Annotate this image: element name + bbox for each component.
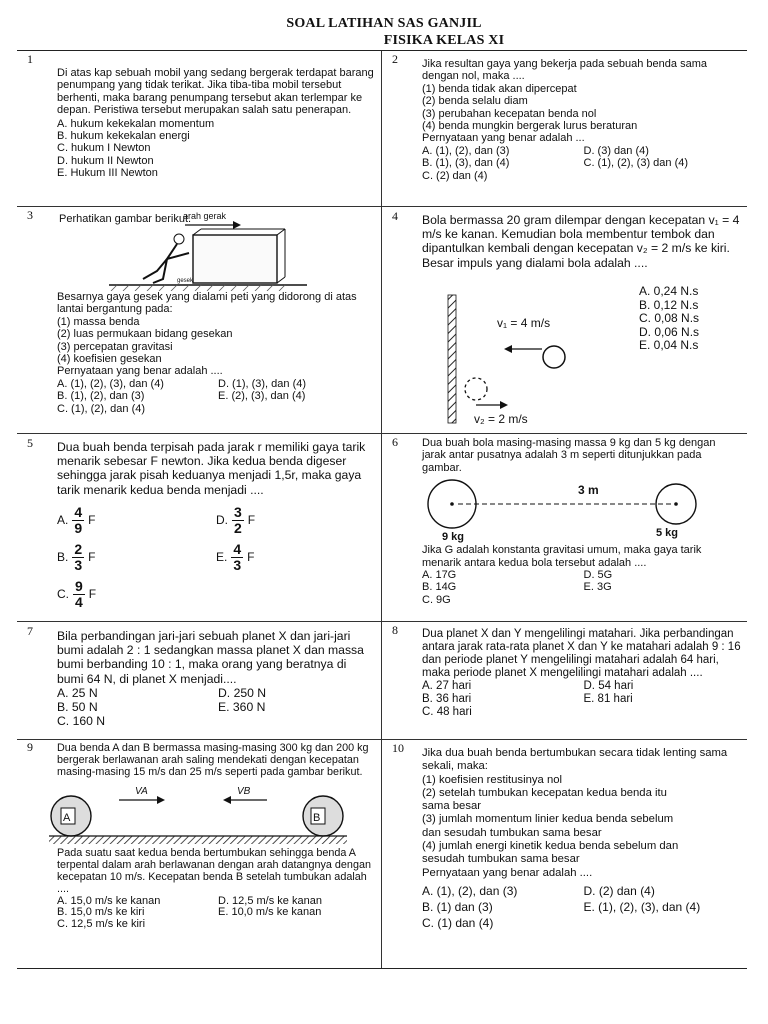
answer-prompt: Pernyataan yang benar adalah .... bbox=[422, 866, 593, 879]
option[interactable]: B. hukum kekekalan energi bbox=[57, 130, 190, 143]
option[interactable]: D. $\frac{3}{2}$ F bbox=[216, 503, 256, 536]
question-number: 2 bbox=[392, 52, 398, 66]
statement-list bbox=[57, 316, 375, 366]
option[interactable]: E. (2), (3), dan (4) bbox=[218, 390, 306, 403]
question-10 bbox=[382, 740, 747, 968]
option[interactable]: D. (2) dan (4) bbox=[583, 883, 655, 898]
question-text: Besarnya gaya gesek yang dialami peti yang didorong di atas lantai bergantung pada: bbox=[57, 291, 357, 316]
option-list bbox=[639, 285, 729, 353]
statement: (1) benda tidak akan dipercepat bbox=[422, 82, 577, 95]
mass2-label: 5 kg bbox=[656, 527, 679, 540]
question-2 bbox=[382, 51, 747, 206]
statement: (2) luas permukaan bidang gesekan bbox=[57, 328, 233, 341]
option[interactable]: D. 54 hari bbox=[583, 680, 634, 692]
mass1-label: 9 kg bbox=[442, 531, 465, 544]
option[interactable]: A. (1), (2), (3), dan (4) bbox=[57, 377, 164, 390]
va-label: VA bbox=[135, 786, 148, 798]
question-text: Jika dua buah benda bertumbukan secara tidak lenting sama sekali, maka: bbox=[422, 747, 728, 773]
body-b-label: B bbox=[313, 812, 321, 825]
option[interactable]: D. hukum II Newton bbox=[57, 154, 154, 167]
question-number: 9 bbox=[27, 740, 33, 754]
option[interactable]: E. 0,04 N.s bbox=[639, 338, 699, 353]
option[interactable]: D. 5G bbox=[583, 569, 613, 582]
question-row bbox=[17, 434, 747, 622]
question-text: Di atas kap sebuah mobil yang sedang bergerak terdapat barang penumpang yang tidak terikat. Jika tiba-tiba mobil tersebut berhenti, maka barang penumpang tersebut akan terlempar ke depan. Peristiwa tersebut merupakan salah satu penerapan. bbox=[57, 67, 374, 117]
question-number: 8 bbox=[392, 623, 398, 637]
option[interactable]: C. hukum I Newton bbox=[57, 142, 151, 155]
option-list bbox=[57, 378, 375, 415]
option-list bbox=[422, 680, 741, 719]
option[interactable]: B. 0,12 N.s bbox=[639, 297, 699, 312]
statement: (4) koefisien gesekan bbox=[57, 353, 162, 366]
question-text: Jika resultan gaya yang bekerja pada sebuah benda sama dengan nol, maka .... bbox=[422, 58, 707, 83]
vb-label: VB bbox=[237, 786, 251, 798]
question-text: Dua buah benda terpisah pada jarak r memiliki gaya tarik menarik sebesar F newton. Jika kedua benda digeser sehingga jarak pisah keduanya menjadi 1,5r, maka gaya tarik menarik kedua benda menjadi .... bbox=[57, 440, 366, 497]
option[interactable]: E. 81 hari bbox=[583, 693, 633, 705]
option[interactable]: D. 0,06 N.s bbox=[639, 324, 700, 339]
question-text-2: Jika G adalah konstanta gravitasi umum, maka gaya tarik menarik antara kedua bola tersebut adalah .... bbox=[422, 544, 702, 569]
option[interactable]: E. Hukum III Newton bbox=[57, 167, 158, 180]
option[interactable]: A. 15,0 m/s ke kanan bbox=[57, 894, 161, 907]
question-5 bbox=[17, 434, 382, 621]
option[interactable]: E. 3G bbox=[583, 581, 612, 594]
option[interactable]: C. (1), (2), (3) dan (4) bbox=[583, 157, 689, 170]
question-text: Bila perbandingan jari-jari sebuah planet X dan jari-jari bumi adalah 2 : 1 sedangkan massa planet X dan massa bumi berbanding 10 : 1, maka orang yang beratnya di bumi 64 N, di planet X menjadi.... bbox=[57, 629, 364, 686]
answer-prompt: Pernyataan yang benar adalah ... bbox=[422, 132, 585, 145]
option[interactable]: C. (2) dan (4) bbox=[422, 169, 488, 182]
question-row bbox=[17, 51, 747, 207]
answer-prompt: Pernyataan yang benar adalah .... bbox=[57, 365, 223, 378]
option[interactable]: C. 160 N bbox=[57, 714, 106, 729]
collision-figure bbox=[27, 778, 357, 848]
option[interactable]: D. 12,5 m/s ke kanan bbox=[218, 894, 322, 907]
question-text: Bola bermassa 20 gram dilempar dengan kecepatan v₁ = 4 m/s ke kanan. Kemudian bola membentur tembok dan dipantulkan kembali dengan kecepatan v₂ = 2 m/s ke kiri. Besar impuls yang dialami bola adalah .... bbox=[422, 213, 740, 270]
document-title: SOAL LATIHAN SAS GANJIL bbox=[286, 16, 482, 31]
option[interactable]: C. 9G bbox=[422, 593, 451, 606]
question-8 bbox=[382, 622, 747, 739]
option[interactable]: A. 27 hari bbox=[422, 680, 472, 692]
option[interactable]: D. (1), (3), dan (4) bbox=[218, 377, 307, 390]
option[interactable]: C. 48 hari bbox=[422, 706, 472, 718]
question-number: 6 bbox=[392, 435, 398, 449]
statement: (1) koefisien restitusinya nol bbox=[422, 773, 563, 786]
option[interactable]: A. 25 N bbox=[57, 685, 98, 700]
pushing-crate-figure bbox=[17, 209, 337, 291]
floor-label: gesek bbox=[177, 278, 194, 284]
option[interactable]: C. 0,08 N.s bbox=[639, 311, 700, 326]
question-row bbox=[17, 622, 747, 740]
statement: (3) jumlah momentum linier kedua benda sebelum dan sesudah tumbukan sama besar bbox=[422, 813, 674, 839]
distance-label: 3 m bbox=[578, 483, 599, 498]
question-number: 3 bbox=[27, 208, 33, 222]
option-list bbox=[57, 896, 375, 931]
option[interactable]: B. 50 N bbox=[57, 700, 98, 715]
question-row bbox=[17, 740, 747, 968]
question-6 bbox=[382, 434, 747, 621]
question-text: Dua planet X dan Y mengelilingi matahari. Jika perbandingan antara jarak rata-rata planet X dan Y ke matahari adalah 9 : 16 dan periode planet Y mengelilingi matahari adalah 64 hari, maka periode planet X mengelilingi matahari adalah .... bbox=[422, 628, 741, 679]
option[interactable]: A. $\frac{4}{9}$ F bbox=[57, 503, 96, 536]
option[interactable]: D. (3) dan (4) bbox=[583, 144, 649, 157]
option-list bbox=[57, 505, 375, 610]
question-number: 4 bbox=[392, 209, 398, 223]
option[interactable] bbox=[218, 919, 375, 931]
option[interactable]: E. $\frac{4}{3}$ F bbox=[216, 540, 255, 573]
option-list bbox=[57, 686, 375, 729]
statement: (3) perubahan kecepatan benda nol bbox=[422, 107, 597, 120]
two-spheres-figure bbox=[418, 474, 718, 544]
question-text: Dua buah bola masing-masing massa 9 kg dan 5 kg dengan jarak antar pusatnya adalah 3 m seperti ditunjukkan pada gambar. bbox=[422, 437, 716, 474]
arrow-label: arah gerak bbox=[183, 211, 227, 221]
question-row bbox=[17, 207, 747, 434]
statement: (1) massa benda bbox=[57, 315, 140, 328]
question-number: 5 bbox=[27, 436, 33, 450]
statement: (4) benda mungkin bergerak lurus beraturan bbox=[422, 120, 638, 133]
question-text-2: Pada suatu saat kedua benda bertumbukan sehingga benda A terpental dalam arah berlawanan dengan arah datangnya dengan kecepatan 10 m/s. Kecepatan benda B setelah tumbukan adalah .... bbox=[57, 847, 371, 895]
question-7 bbox=[17, 622, 382, 739]
v1-label: v₁ = 4 m/s bbox=[497, 316, 551, 330]
option[interactable] bbox=[584, 170, 742, 182]
option[interactable]: A. (1), (2), dan (3) bbox=[422, 883, 518, 898]
question-number: 1 bbox=[27, 52, 33, 66]
question-text: Dua benda A dan B bermassa masing-masing 300 kg dan 200 kg bergerak berlawanan arah saling mendekati dengan kecepatan masing-masing 15 m/s dan 25 m/s seperti pada gambar berikut. bbox=[57, 742, 369, 778]
option[interactable]: A. hukum kekekalan momentum bbox=[57, 117, 215, 130]
question-4 bbox=[382, 207, 747, 433]
question-number: 7 bbox=[27, 624, 33, 638]
option[interactable]: B. 15,0 m/s ke kiri bbox=[57, 906, 145, 919]
statement-list bbox=[422, 774, 741, 867]
option-list bbox=[57, 118, 375, 180]
question-1 bbox=[17, 51, 382, 206]
option[interactable]: E. 10,0 m/s ke kanan bbox=[218, 906, 322, 919]
option[interactable]: B. $\frac{2}{3}$ F bbox=[57, 540, 96, 573]
statement: (2) setelah tumbukan kecepatan kedua benda itu sama besar bbox=[422, 786, 667, 813]
option[interactable]: C. $\frac{9}{4}$ F bbox=[57, 577, 97, 610]
option[interactable]: D. 250 N bbox=[218, 685, 267, 700]
question-9 bbox=[17, 740, 382, 968]
statement-list bbox=[422, 83, 741, 133]
option[interactable]: B. (1) dan (3) bbox=[422, 899, 493, 914]
ball-wall-figure bbox=[392, 287, 572, 427]
option[interactable] bbox=[218, 403, 375, 415]
statement: (2) benda selalu diam bbox=[422, 95, 528, 108]
question-3 bbox=[17, 207, 382, 433]
option[interactable]: C. (1) dan (4) bbox=[422, 915, 494, 930]
option-list bbox=[422, 883, 741, 931]
option[interactable] bbox=[584, 915, 742, 931]
body-a-label: A bbox=[63, 812, 71, 825]
option[interactable]: E. 360 N bbox=[218, 700, 266, 715]
figure-lead: Perhatikan gambar berikut. bbox=[59, 213, 192, 225]
option[interactable] bbox=[584, 706, 742, 719]
option[interactable]: A. 17G bbox=[422, 569, 457, 582]
option[interactable]: C. (1), (2), dan (4) bbox=[57, 402, 146, 415]
option[interactable]: A. (1), (2), dan (3) bbox=[422, 144, 510, 157]
option[interactable]: E. (1), (2), (3), dan (4) bbox=[583, 899, 701, 914]
option[interactable] bbox=[584, 594, 742, 606]
document-subtitle: FISIKA KELAS XI bbox=[383, 33, 505, 48]
option[interactable] bbox=[218, 714, 375, 728]
option[interactable]: B. 14G bbox=[422, 581, 457, 594]
option[interactable]: A. 0,24 N.s bbox=[639, 284, 699, 298]
question-grid bbox=[17, 50, 747, 969]
question-number: 10 bbox=[392, 741, 404, 755]
option[interactable]: B. 36 hari bbox=[422, 693, 472, 705]
statement: (3) percepatan gravitasi bbox=[57, 340, 173, 353]
option[interactable]: B. (1), (2), dan (3) bbox=[57, 390, 145, 403]
v2-label: v₂ = 2 m/s bbox=[474, 412, 528, 426]
option-list bbox=[422, 569, 741, 606]
option-list bbox=[422, 145, 741, 182]
statement: (4) jumlah energi kinetik kedua benda sebelum dan sesudah tumbukan sama besar bbox=[422, 840, 679, 866]
option[interactable]: C. 12,5 m/s ke kiri bbox=[57, 918, 146, 931]
option[interactable]: B. (1), (3), dan (4) bbox=[422, 157, 510, 170]
